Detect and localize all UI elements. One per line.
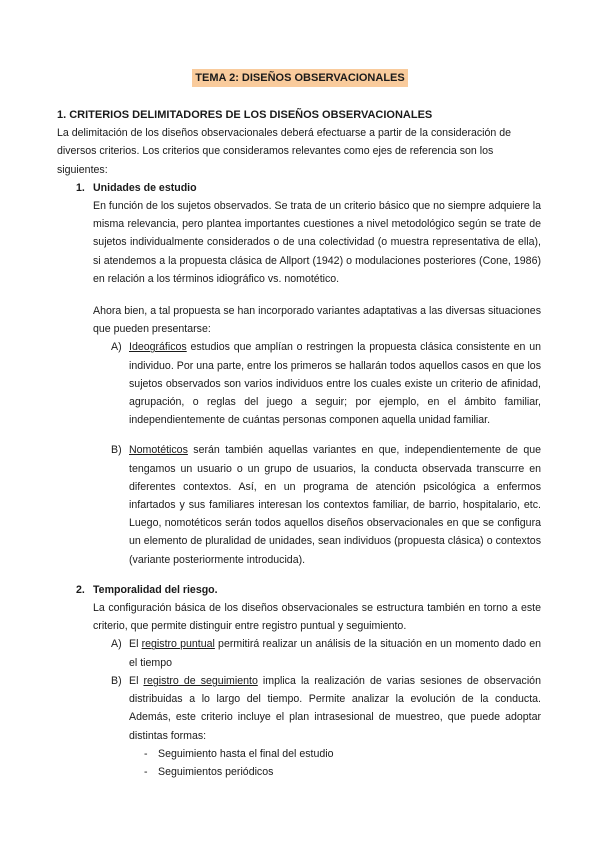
item-heading-text: Temporalidad del riesgo. bbox=[93, 583, 218, 596]
item2-sub-b bbox=[111, 672, 541, 745]
sub-term: registro de seguimiento bbox=[143, 674, 258, 687]
item1-paragraph-2: Ahora bien, a tal propuesta se han incorporado variantes adaptativas a las diversas situaciones que pueden presentarse: bbox=[93, 305, 541, 336]
sub-prefix: El bbox=[129, 638, 142, 651]
list-item-text: Seguimientos periódicos bbox=[158, 765, 274, 778]
sub-letter: A) bbox=[111, 341, 122, 354]
title-block bbox=[0, 69, 600, 87]
sub-text: implica la realización de varias sesiones de observación distribuidas a lo largo del tiempo. Permite analizar la evolución de la conducta. Además, este criterio incluye el plan intrasesional de muestreo, que puede adoptar distintas formas: bbox=[129, 674, 541, 742]
item-number: 2. bbox=[76, 583, 85, 596]
sub-letter: B) bbox=[111, 674, 122, 687]
sub-letter: B) bbox=[111, 444, 122, 457]
page-title: TEMA 2: DISEÑOS OBSERVACIONALES bbox=[192, 69, 407, 87]
dash-bullet: - bbox=[144, 747, 148, 760]
list-item-text: Seguimiento hasta el final del estudio bbox=[158, 747, 334, 760]
sub-text: serán también aquellas variantes en que, independientemente de que tengamos un usuario o un grupo de usuarios, la conducta observada transcurre en diferentes contextos. Así, en un programa de atención psicológica a enfermos infartados y sus familiares interesan los contextos familiar, de barrio, hospitalario, etc. Luego, nomotéticos serán todos aquellos diseños observacionales en que se configura un elemento de pluralidad de unidades, sean individuos (propuesta clásica) o contextos (variante posteriormente introducida). bbox=[129, 444, 541, 566]
item-number: 1. bbox=[76, 181, 85, 194]
item-heading-text: Unidades de estudio bbox=[93, 181, 197, 194]
sub-text: estudios que amplían o restringen la propuesta clásica consistente en un individuo. Por una parte, entre los primeros se hallarán todos aquellos casos en que los sujetos observados son varios individuos entre los cuales existe un criterio de afinidad, agrupación, o reglas del juego a seguir; por ejemplo, en el ámbito familiar, independientemente de cuántas personas componen aquella unidad familiar. bbox=[129, 341, 541, 427]
sub-letter: A) bbox=[111, 638, 122, 651]
section-heading: 1. CRITERIOS DELIMITADORES DE LOS DISEÑOS OBSERVACIONALES bbox=[57, 109, 433, 121]
numbered-item-2-heading bbox=[76, 581, 541, 599]
document-body bbox=[57, 106, 541, 781]
item1-paragraph-1: En función de los sujetos observados. Se trata de un criterio básico que no siempre adquiere la misma relevancia, pero plantea importantes cuestiones a nivel metodológico según se trate de sujetos individualmente considerados o de una colectividad (o muestra representativa de ella), si atendemos a la propuesta clásica de Allport (1942) o modulaciones posteriores (Cone, 1986) en relación a los términos idiográfico vs. nomotético. bbox=[93, 200, 541, 285]
item1-sub-a bbox=[111, 338, 541, 429]
sub-prefix: El bbox=[129, 674, 144, 687]
numbered-item-1-heading bbox=[76, 179, 541, 197]
dash-bullet: - bbox=[144, 765, 148, 778]
item2-paragraph-1: La configuración básica de los diseños observacionales se estructura también en torno a este criterio, que permite distinguir entre registro puntual y seguimiento. bbox=[93, 602, 541, 633]
sub-term: Ideográficos bbox=[129, 341, 187, 354]
item1-sub-b bbox=[111, 441, 541, 568]
list-item bbox=[144, 763, 541, 781]
sub-term: Nomotéticos bbox=[129, 444, 188, 457]
item2-sub-a bbox=[111, 635, 541, 671]
list-item bbox=[144, 745, 541, 763]
sub-text: permitirá realizar un análisis de la situación en un momento dado en el tiempo bbox=[129, 638, 541, 669]
section-intro: La delimitación de los diseños observacionales deberá efectuarse a partir de la consideración de diversos criterios. Los criterios que consideramos relevantes como ejes de referencia son los siguientes: bbox=[57, 127, 512, 176]
sub-term: registro puntual bbox=[141, 638, 215, 651]
